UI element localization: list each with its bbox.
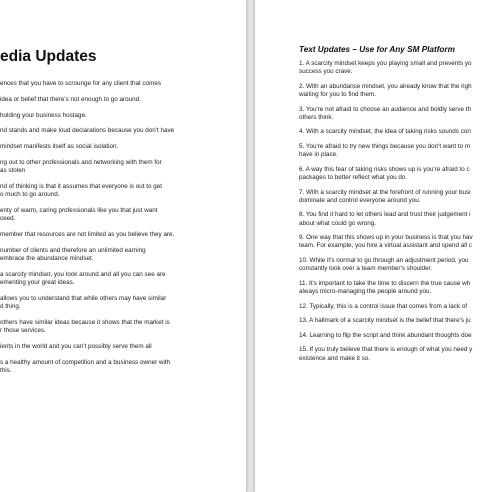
list-item: mindset manifests itself as social isolation. (0, 143, 119, 151)
list-item: allows you to understand that while others may have similar d thing. (0, 294, 167, 310)
list-item: s a healthy amount of competition and a business owner with this. (0, 358, 171, 374)
list-item: idea or belief that there's not enough to go around. (0, 95, 141, 103)
right-page-content (299, 45, 499, 369)
list-item: member that resources are not limited as you believe they are. (0, 230, 175, 238)
list-item: others have similar ideas because it shows that the market is r those services. (0, 318, 170, 334)
list-item: nd stands and make loud declarations because you don't have (0, 127, 175, 135)
list-item: 10. While it's normal to go through an adjustment period, you constantly look over a team member's shoulder. (299, 256, 469, 273)
left-page-title: edia Updates (0, 48, 97, 65)
right-page-title: Text Updates – Use for Any SM Platform (299, 45, 455, 54)
left-page-content (0, 48, 246, 383)
list-item: 5. You're afraid to try new things because you don't want to m have in place. (299, 142, 471, 159)
left-page-list (0, 80, 246, 375)
list-item: holding your business hostage. (0, 111, 87, 119)
list-item: a scarcity mindset, you look around and all you can see are ementing your great ideas. (0, 270, 166, 286)
list-item: 1. A scarcity mindset keeps you playing small and prevents yo success you crave. (299, 60, 472, 76)
list-item: nd of thinking is that it assumes that everyone is out to get o much to go around. (0, 182, 163, 199)
list-item: 9. One way that this shows up in your business is that you hav team. For example, you hire a virtual assistant and spend all c (299, 234, 473, 250)
list-item: 3. You're not afraid to choose an audience and boldly serve th others think. (299, 105, 472, 121)
list-item: ences that you have to scrounge for any client that comes (0, 80, 162, 87)
list-item: 7. With a scarcity mindset at the forefront of running your busi dominate and control everyone around you. (299, 188, 471, 204)
list-item: 2. With an abundance mindset, you already know that the righ waiting for you to find them. (299, 82, 472, 98)
list-item: enty of warm, caring professionals like you that just want ceed. (0, 206, 158, 223)
list-item: 13. A hallmark of a scarcity mindset is the belief that there's ju (299, 317, 471, 325)
list-item: 6. A way this fear of taking risks shows up is you're afraid to c packages to better reflect what you do. (299, 165, 470, 181)
list-item: number of clients and therefore an unlimited earning embrace the abundance mindset. (0, 246, 146, 262)
list-item: ients in the world and you can't possibly serve them all (0, 342, 152, 350)
right-page-list (299, 60, 499, 363)
list-item: 12. Typically, this is a control issue that comes from a lack of (299, 302, 468, 310)
list-item: 15. If you truly believe that there is enough of what you need y existence and make it so. (299, 346, 473, 362)
list-item: 8. You find it hard to let others lead and trust their judgement i about what could go wrong. (299, 211, 471, 227)
right-document-page (255, 0, 500, 492)
left-document-page (0, 0, 246, 492)
list-item: 14. Learning to flip the script and think abundant thoughts doe (299, 331, 472, 339)
list-item: ng out to other professionals and networking with them for as stolen (0, 158, 162, 175)
list-item: 4. With a scarcity mindset, the idea of taking risks sounds con (299, 128, 471, 136)
list-item: 11. It's important to take the time to discern the true cause wh always micro-managing the people around you. (299, 279, 471, 295)
